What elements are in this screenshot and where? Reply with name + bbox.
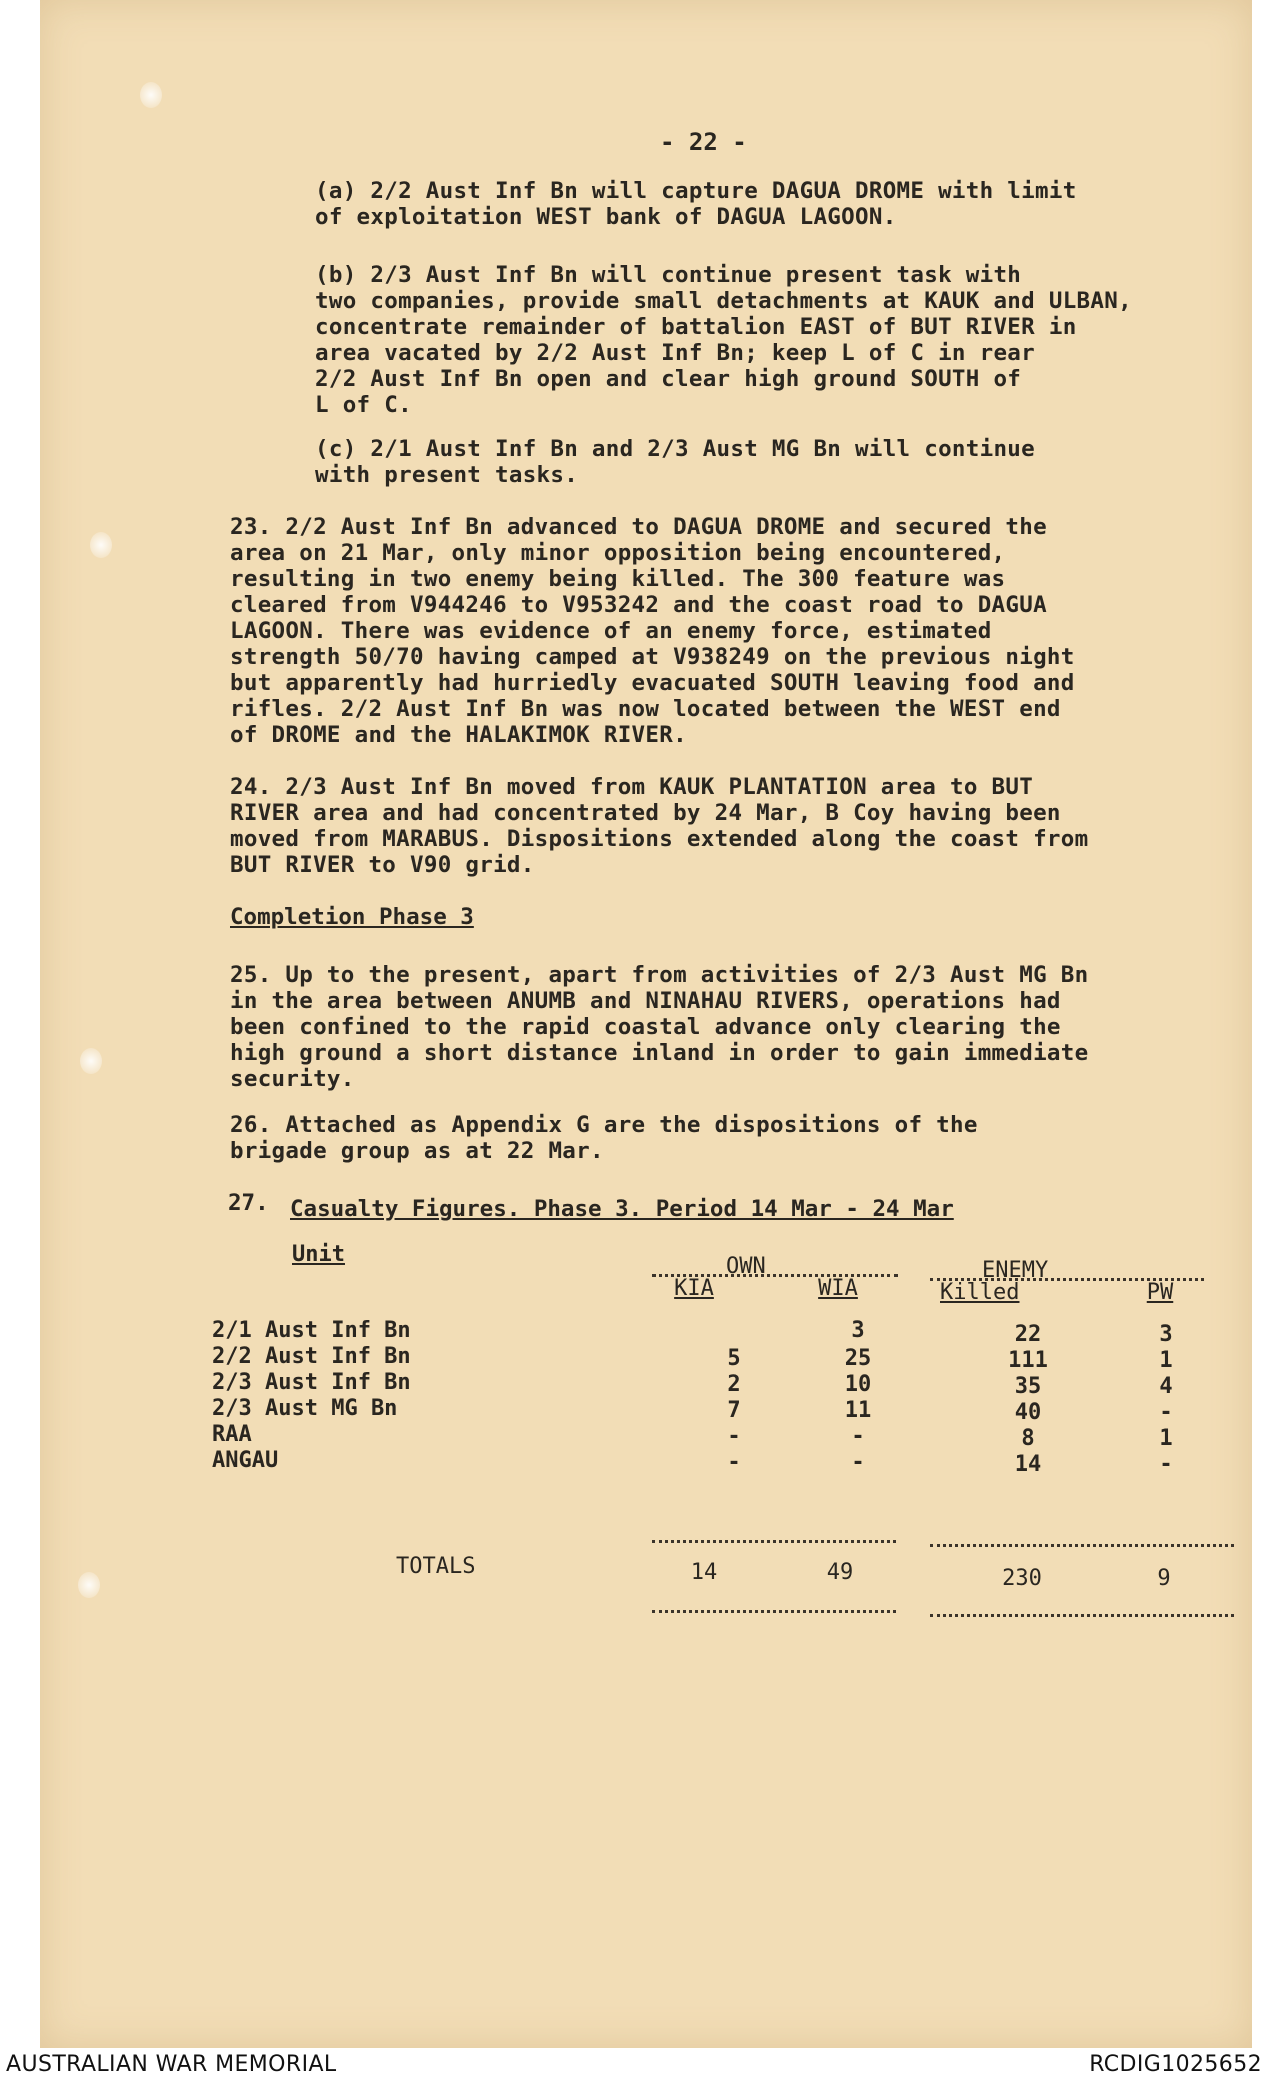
column-header-killed: Killed <box>940 1280 1020 1305</box>
total-pw: 9 <box>1157 1566 1171 1591</box>
row-wia: 11 <box>844 1398 872 1423</box>
paragraph-26: 26. Attached as Appendix G are the dispositions of the brigade group as at 22 Mar. <box>230 1112 978 1164</box>
row-wia: 25 <box>844 1346 872 1371</box>
paragraph-a: (a) 2/2 Aust Inf Bn will capture DAGUA DROME with limit of exploitation WEST bank of DAGUA LAGOON. <box>315 178 1077 230</box>
paragraph-b: (b) 2/3 Aust Inf Bn will continue present task with two companies, provide small detachments at KAUK and ULBAN, concentrate remainder of battalion EAST of BUT RIVER in area vacated by 2/2 Aust Inf Bn; keep L of C in rear 2/2 Aust Inf Bn open and clear high ground SOUTH of L of C. <box>315 262 1132 418</box>
column-header-enemy: ENEMY <box>982 1258 1049 1283</box>
row-pw: - <box>1159 1400 1173 1425</box>
casualty-heading: Casualty Figures. Phase 3. Period 14 Mar - 24 Mar <box>290 1196 954 1222</box>
row-kia: - <box>727 1424 741 1449</box>
row-pw: - <box>1159 1452 1173 1477</box>
paragraph-25: 25. Up to the present, apart from activities of 2/3 Aust MG Bn in the area between ANUMB and NINAHAU RIVERS, operations had been confined to the rapid coastal advance only clearing the high ground a short distance inland in order to gain immediate security. <box>230 962 1089 1092</box>
row-killed: 35 <box>1014 1374 1042 1399</box>
row-killed: 14 <box>1014 1452 1042 1477</box>
row-kia: 2 <box>727 1372 741 1397</box>
row-killed: 8 <box>1021 1426 1035 1451</box>
paragraph-c: (c) 2/1 Aust Inf Bn and 2/3 Aust MG Bn will continue with present tasks. <box>315 436 1035 488</box>
footer-archive-name: AUSTRALIAN WAR MEMORIAL <box>6 2052 337 2077</box>
total-killed: 230 <box>1002 1566 1042 1591</box>
totals-label: TOTALS <box>396 1554 476 1579</box>
row-pw: 4 <box>1159 1374 1173 1399</box>
column-header-kia: KIA <box>674 1276 714 1301</box>
section-heading: Completion Phase 3 <box>230 904 474 930</box>
totals-bottom-rule-enemy <box>930 1614 1234 1617</box>
casualty-heading-number: 27. <box>228 1190 269 1216</box>
page-number: - 22 - <box>660 128 747 156</box>
row-wia: - <box>851 1450 865 1475</box>
row-unit: 2/1 Aust Inf Bn <box>212 1318 411 1343</box>
footer-record-id: RCDIG1025652 <box>1089 2052 1262 2077</box>
total-wia: 49 <box>826 1560 854 1585</box>
row-kia: - <box>727 1450 741 1475</box>
row-pw: 1 <box>1159 1426 1173 1451</box>
row-wia: - <box>851 1424 865 1449</box>
row-pw: 3 <box>1159 1322 1173 1347</box>
row-kia: 5 <box>727 1346 741 1371</box>
column-header-wia: WIA <box>818 1276 858 1301</box>
punch-hole <box>90 532 112 558</box>
row-kia: 7 <box>727 1398 741 1423</box>
total-kia: 14 <box>690 1560 718 1585</box>
punch-hole <box>80 1048 102 1074</box>
row-killed: 111 <box>1008 1348 1048 1373</box>
row-wia: 3 <box>851 1318 865 1343</box>
totals-bottom-rule-own <box>652 1610 896 1613</box>
document-page <box>40 0 1252 2048</box>
row-unit: 2/3 Aust MG Bn <box>212 1396 398 1421</box>
row-wia: 10 <box>844 1372 872 1397</box>
punch-hole <box>78 1572 100 1598</box>
row-unit: RAA <box>212 1422 252 1447</box>
row-unit: 2/3 Aust Inf Bn <box>212 1370 411 1395</box>
totals-top-rule-own <box>652 1540 896 1543</box>
totals-top-rule-enemy <box>930 1544 1234 1547</box>
row-killed: 40 <box>1014 1400 1042 1425</box>
paragraph-23: 23. 2/2 Aust Inf Bn advanced to DAGUA DROME and secured the area on 21 Mar, only minor opposition being encountered, resulting in two enemy being killed. The 300 feature was cleared from V944246 to V953242 and the coast road to DAGUA LAGOON. There was evidence of an enemy force, estimated strength 50/70 having camped at V938249 on the previous night but apparently had hurriedly evacuated SOUTH leaving food and rifles. 2/2 Aust Inf Bn was now located between the WEST end of DROME and the HALAKIMOK RIVER. <box>230 514 1075 748</box>
column-header-pw: PW <box>1146 1280 1174 1305</box>
paragraph-24: 24. 2/3 Aust Inf Bn moved from KAUK PLANTATION area to BUT RIVER area and had concentrated by 24 Mar, B Coy having been moved from MARABUS. Dispositions extended along the coast from BUT RIVER to V90 grid. <box>230 774 1089 878</box>
punch-hole <box>140 82 162 108</box>
row-pw: 1 <box>1159 1348 1173 1373</box>
column-header-own: OWN <box>726 1254 766 1279</box>
row-unit: ANGAU <box>212 1448 279 1473</box>
row-killed: 22 <box>1014 1322 1042 1347</box>
row-unit: 2/2 Aust Inf Bn <box>212 1344 411 1369</box>
column-header-unit: Unit <box>292 1242 345 1267</box>
